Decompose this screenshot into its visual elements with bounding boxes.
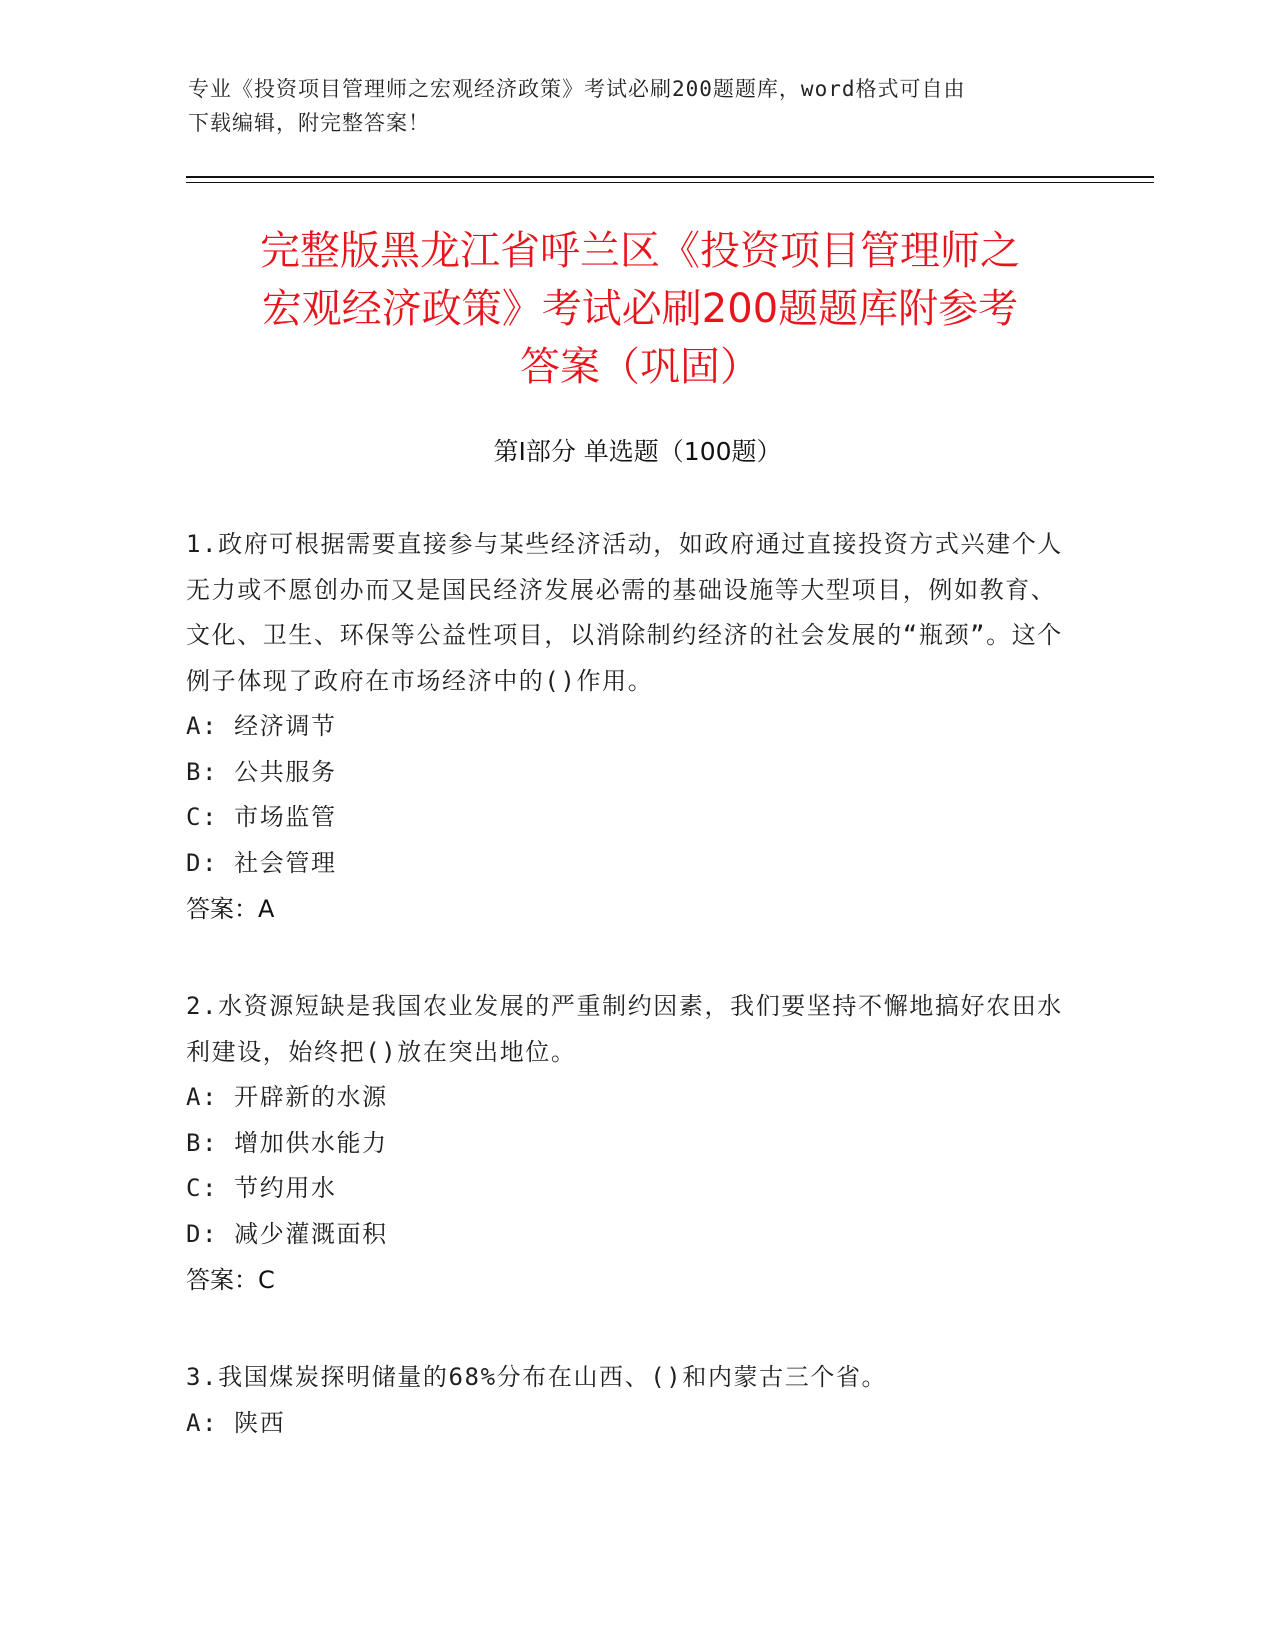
answer: 答案：A — [186, 895, 275, 923]
header-note — [188, 72, 1068, 140]
question-1 — [186, 522, 1066, 932]
option-c: C: 市场监管 — [186, 803, 337, 831]
header-note-line-1: 专业《投资项目管理师之宏观经济政策》考试必刷200题题库，word格式可自由 — [188, 77, 966, 101]
question-stem: 3.我国煤炭探明储量的68%分布在山西、()和内蒙古三个省。 — [186, 1363, 888, 1391]
option-a: A: 陕西 — [186, 1408, 286, 1437]
section-heading: 第Ⅰ部分 单选题（100题） — [493, 437, 782, 466]
title-line-1: 完整版黑龙江省呼兰区《投资项目管理师之 — [260, 228, 1020, 274]
question-3 — [186, 1355, 1066, 1446]
header-rule-thick — [186, 176, 1154, 178]
answer: 答案：C — [186, 1266, 275, 1294]
document-title — [190, 222, 1090, 396]
option-b: B: 公共服务 — [186, 757, 337, 786]
option-c: C: 节约用水 — [186, 1174, 337, 1202]
question-2 — [186, 984, 1066, 1303]
question-stem: 2.水资源短缺是我国农业发展的严重制约因素，我们要坚持不懈地搞好农田水利建设，始终把()放在突出地位。 — [186, 992, 1063, 1066]
title-line-2: 宏观经济政策》考试必刷200题题库附参考 — [261, 286, 1019, 332]
question-stem: 1.政府可根据需要直接参与某些经济活动，如政府通过直接投资方式兴建个人无力或不愿创办而又是国民经济发展必需的基础设施等大型项目，例如教育、文化、卫生、环保等公益性项目，以消除制约经济的社会发展的“瓶颈”。这个例子体现了政府在市场经济中的()作用。 — [186, 530, 1063, 695]
option-d: D: 减少灌溉面积 — [186, 1219, 388, 1248]
header-note-line-2: 下载编辑，附完整答案！ — [188, 111, 430, 135]
option-a: A: 开辟新的水源 — [186, 1083, 388, 1111]
header-rule-thin — [186, 182, 1154, 183]
question-list — [186, 522, 1066, 1446]
option-a: A: 经济调节 — [186, 712, 337, 740]
option-d: D: 社会管理 — [186, 848, 337, 877]
title-line-3: 答案（巩固） — [520, 344, 760, 390]
option-b: B: 增加供水能力 — [186, 1128, 388, 1157]
